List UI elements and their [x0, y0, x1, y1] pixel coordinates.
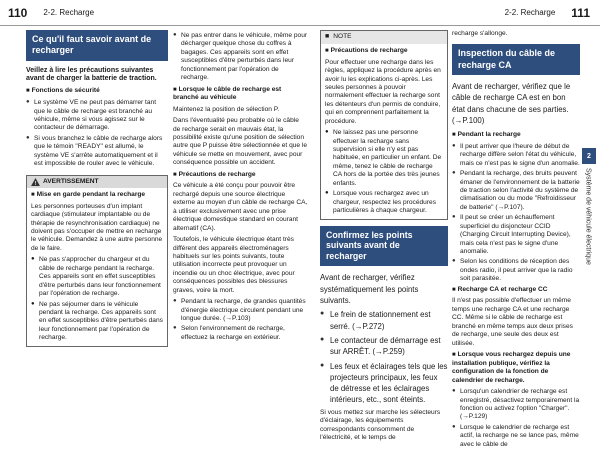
- list-item: ● Les feux et éclairages tels que les projecteurs principaux, les feux de détresse et les éclairages intérieurs, etc., sont éteints.: [320, 361, 448, 406]
- note-box: [320, 30, 448, 220]
- intro-text: Avant de recharger, vérifiez que le câble de recharge CA est en bon état dans chacune de ses parties. (→P.100): [452, 81, 571, 125]
- right-page-number: 111: [571, 5, 590, 20]
- section-title: Confirmez les points suivants avant de recharger: [320, 226, 448, 267]
- warning-heading: ■ Mise en garde pendant la recharge: [31, 191, 163, 200]
- column-4: [452, 30, 580, 451]
- left-page-number: 110: [8, 5, 28, 20]
- column-3: [320, 30, 448, 445]
- right-section-title: 2-2. Recharge: [504, 8, 556, 17]
- note-heading: ■ Précautions de recharge: [325, 47, 443, 56]
- intro-text: Avant de recharger, vérifiez systématiquement les points suivants.: [320, 273, 419, 306]
- list-item: ● Pendant la recharge, des bruits peuvent émaner de l'environnement de la batterie de traction selon l'activité du système de climatisation ou du mode "Refroidisseur de batterie" (→P.107).: [452, 170, 580, 212]
- list-item: ● Il peut se créer un échauffement superficiel du disjoncteur CCID (Charging Circuit Interrupting Device), mais cela n'est pas le signe d'une anomalie.: [452, 214, 580, 256]
- list-item: ● Le contacteur de démarrage est sur ARRÊT. (→P.259): [320, 335, 448, 358]
- list-item: ● Le frein de stationnement est serré. (→P.272): [320, 309, 448, 332]
- list-item: ● Pendant la recharge, de grandes quantités d'énergie électrique circulent pendant une longue durée. (→P.103): [173, 298, 308, 323]
- public-heading: ■ Lorsque vous rechargez depuis une installation publique, vérifiez la configuration de la fonction de calendrier de recharge.: [452, 351, 580, 385]
- cc-heading: ■ Recharge CA et recharge CC: [452, 286, 580, 295]
- left-section-title: 2-2. Recharge: [43, 8, 95, 17]
- note-header: [321, 31, 447, 44]
- chapter-label: Système de véhicule électrique: [584, 168, 592, 265]
- right-page-header: [300, 0, 600, 26]
- svg-text:!: !: [34, 180, 37, 186]
- list-item: ● Il peut arriver que l'heure de début de recharge diffère selon l'état du véhicule, mais ce n'est pas le signe d'un anomalie.: [452, 143, 580, 168]
- lock-text: Maintenez la position de sélection P.: [173, 105, 280, 113]
- during-heading: ■ Pendant la recharge: [452, 131, 580, 140]
- chapter-tab: 2: [582, 148, 596, 164]
- body-text: recharge s'allonge.: [452, 30, 508, 37]
- list-item: ● Ne laissez pas une personne effectuer la recharge sans supervision si elle n'y est pas habituée, en particulier un enfant. De même, tenez le câble de recharge CA hors de la portée des très jeunes enfants.: [325, 129, 443, 188]
- column-1: [26, 30, 168, 353]
- warning-box: [26, 175, 168, 347]
- list-item: ● Ne pas séjourner dans le véhicule pendant la recharge. Ces appareils sont en effet susceptibles d'être perturbés dans leur fonctionnement par l'opération de recharge.: [31, 301, 163, 343]
- precaution-text: Ce véhicule a été conçu pour pouvoir être rechargé depuis une source électrique externe au moyen d'un câble de recharge CA, à utiliser exclusivement avec une prise électrique domestique standard en courant alternatif (CA).: [173, 182, 308, 232]
- warning-header: [27, 176, 167, 188]
- note-icon: ■: [325, 33, 330, 40]
- list-item: ● Selon l'environnement de recharge, effectuez la recharge en extérieur.: [173, 325, 308, 342]
- list-item: ● Selon les conditions de réception des ondes radio, il peut arriver que la radio soit parasitée.: [452, 258, 580, 283]
- precaution-text: Toutefois, le véhicule électrique étant très différent des appareils électroménagers habituels sur les points suivants, toute utilisation incorrecte peut provoquer un incendie ou un choc électrique, avec pour conséquences possibles des blessures graves, voire la mort.: [173, 236, 295, 294]
- note-title: NOTE: [333, 33, 352, 41]
- list-item: ● Ne pas entrer dans le véhicule, même pour décharger quelque chose du coffres à bagages. Ces appareils sont en effet susceptibles d'être perturbés dans leur fonctionnement par l'opération de recharge.: [173, 32, 308, 83]
- safety-heading: ■ Fonctions de sécurité: [26, 87, 168, 96]
- section-title: Ce qu'il faut savoir avant de recharger: [26, 30, 168, 61]
- note-text: Pour effectuer une recharge dans les règles, appliquez la procédure après en avoir lu les explications ci-après. Les seules personnes à pouvoir normalement effectuer la recharge sont les détenteurs d'un permis de conduire, qui en comprennent parfaitement la procédure.: [325, 58, 441, 125]
- warning-icon: [31, 178, 40, 186]
- list-item: ● Lorsqu'un calendrier de recharge est enregistré, désactivez temporairement la fonction ou activez l'option "Charger". (→P.129): [452, 388, 580, 422]
- lock-text: Dans l'éventualité peu probable où le câble de recharge serait en mauvais état, la possibilité existe qu'une position de sélection autre que P puisse être sélectionnée et que le véhicule se mette en mouvement, avec pour conséquence possible un accident.: [173, 117, 308, 167]
- left-page-header: [0, 0, 300, 26]
- lock-heading: ■ Lorsque le câble de recharge est branché au véhicule: [173, 86, 308, 103]
- intro-text: Veillez à lire les précautions suivantes avant de charger la batterie de traction.: [26, 66, 157, 83]
- column-2: [173, 32, 308, 344]
- list-item: ● Ne pas s'approcher du chargeur et du câble de recharge pendant la recharge. Ces appareils sont en effet susceptibles d'être perturbés dans leur fonctionnement par l'opération de recharge.: [31, 256, 163, 298]
- precaution-heading: ■ Précautions de recharge: [173, 171, 308, 180]
- section-title: Inspection du câble de recharge CA: [452, 44, 580, 75]
- cc-text: Il n'est pas possible d'effectuer un même temps une recharge CA et une recharge CC. Même si le câble de recharge est branché en même temps aux deux prises de recharge, une seule des deux est utilisée.: [452, 297, 573, 347]
- list-item: ● Le système VE ne peut pas démarrer tant que le câble de recharge est branché au véhicule, même si vous agissez sur le contacteur de démarrage.: [26, 99, 168, 133]
- list-item: ● Si vous branchez le câble de recharge alors que le témoin "READY" est allumé, le système VE s'arrête automatiquement et il est impossible de rouler avec le véhicule.: [26, 135, 168, 169]
- warning-text: Les personnes porteuses d'un implant cardiaque (stimulateur implantable ou de thérapie de resynchronisation cardiaque) ne doivent pas s'occuper de mettre en recharge le véhicule. Demandez à une autre personne de le faire.: [31, 202, 163, 252]
- list-item: ● Lorsque vous rechargez avec un chargeur, respectez les procédures particulières à chaque chargeur.: [325, 190, 443, 215]
- body-text: Si vous mettez sur marche les sélecteurs d'éclairage, les équipements correspondants consomment de l'électricité, et le temps de: [320, 408, 441, 442]
- warning-title: AVERTISSEMENT: [43, 177, 99, 185]
- list-item: ● Lorsque le calendrier de recharge est actif, la recharge ne se lance pas, même avec le câble de: [452, 424, 580, 449]
